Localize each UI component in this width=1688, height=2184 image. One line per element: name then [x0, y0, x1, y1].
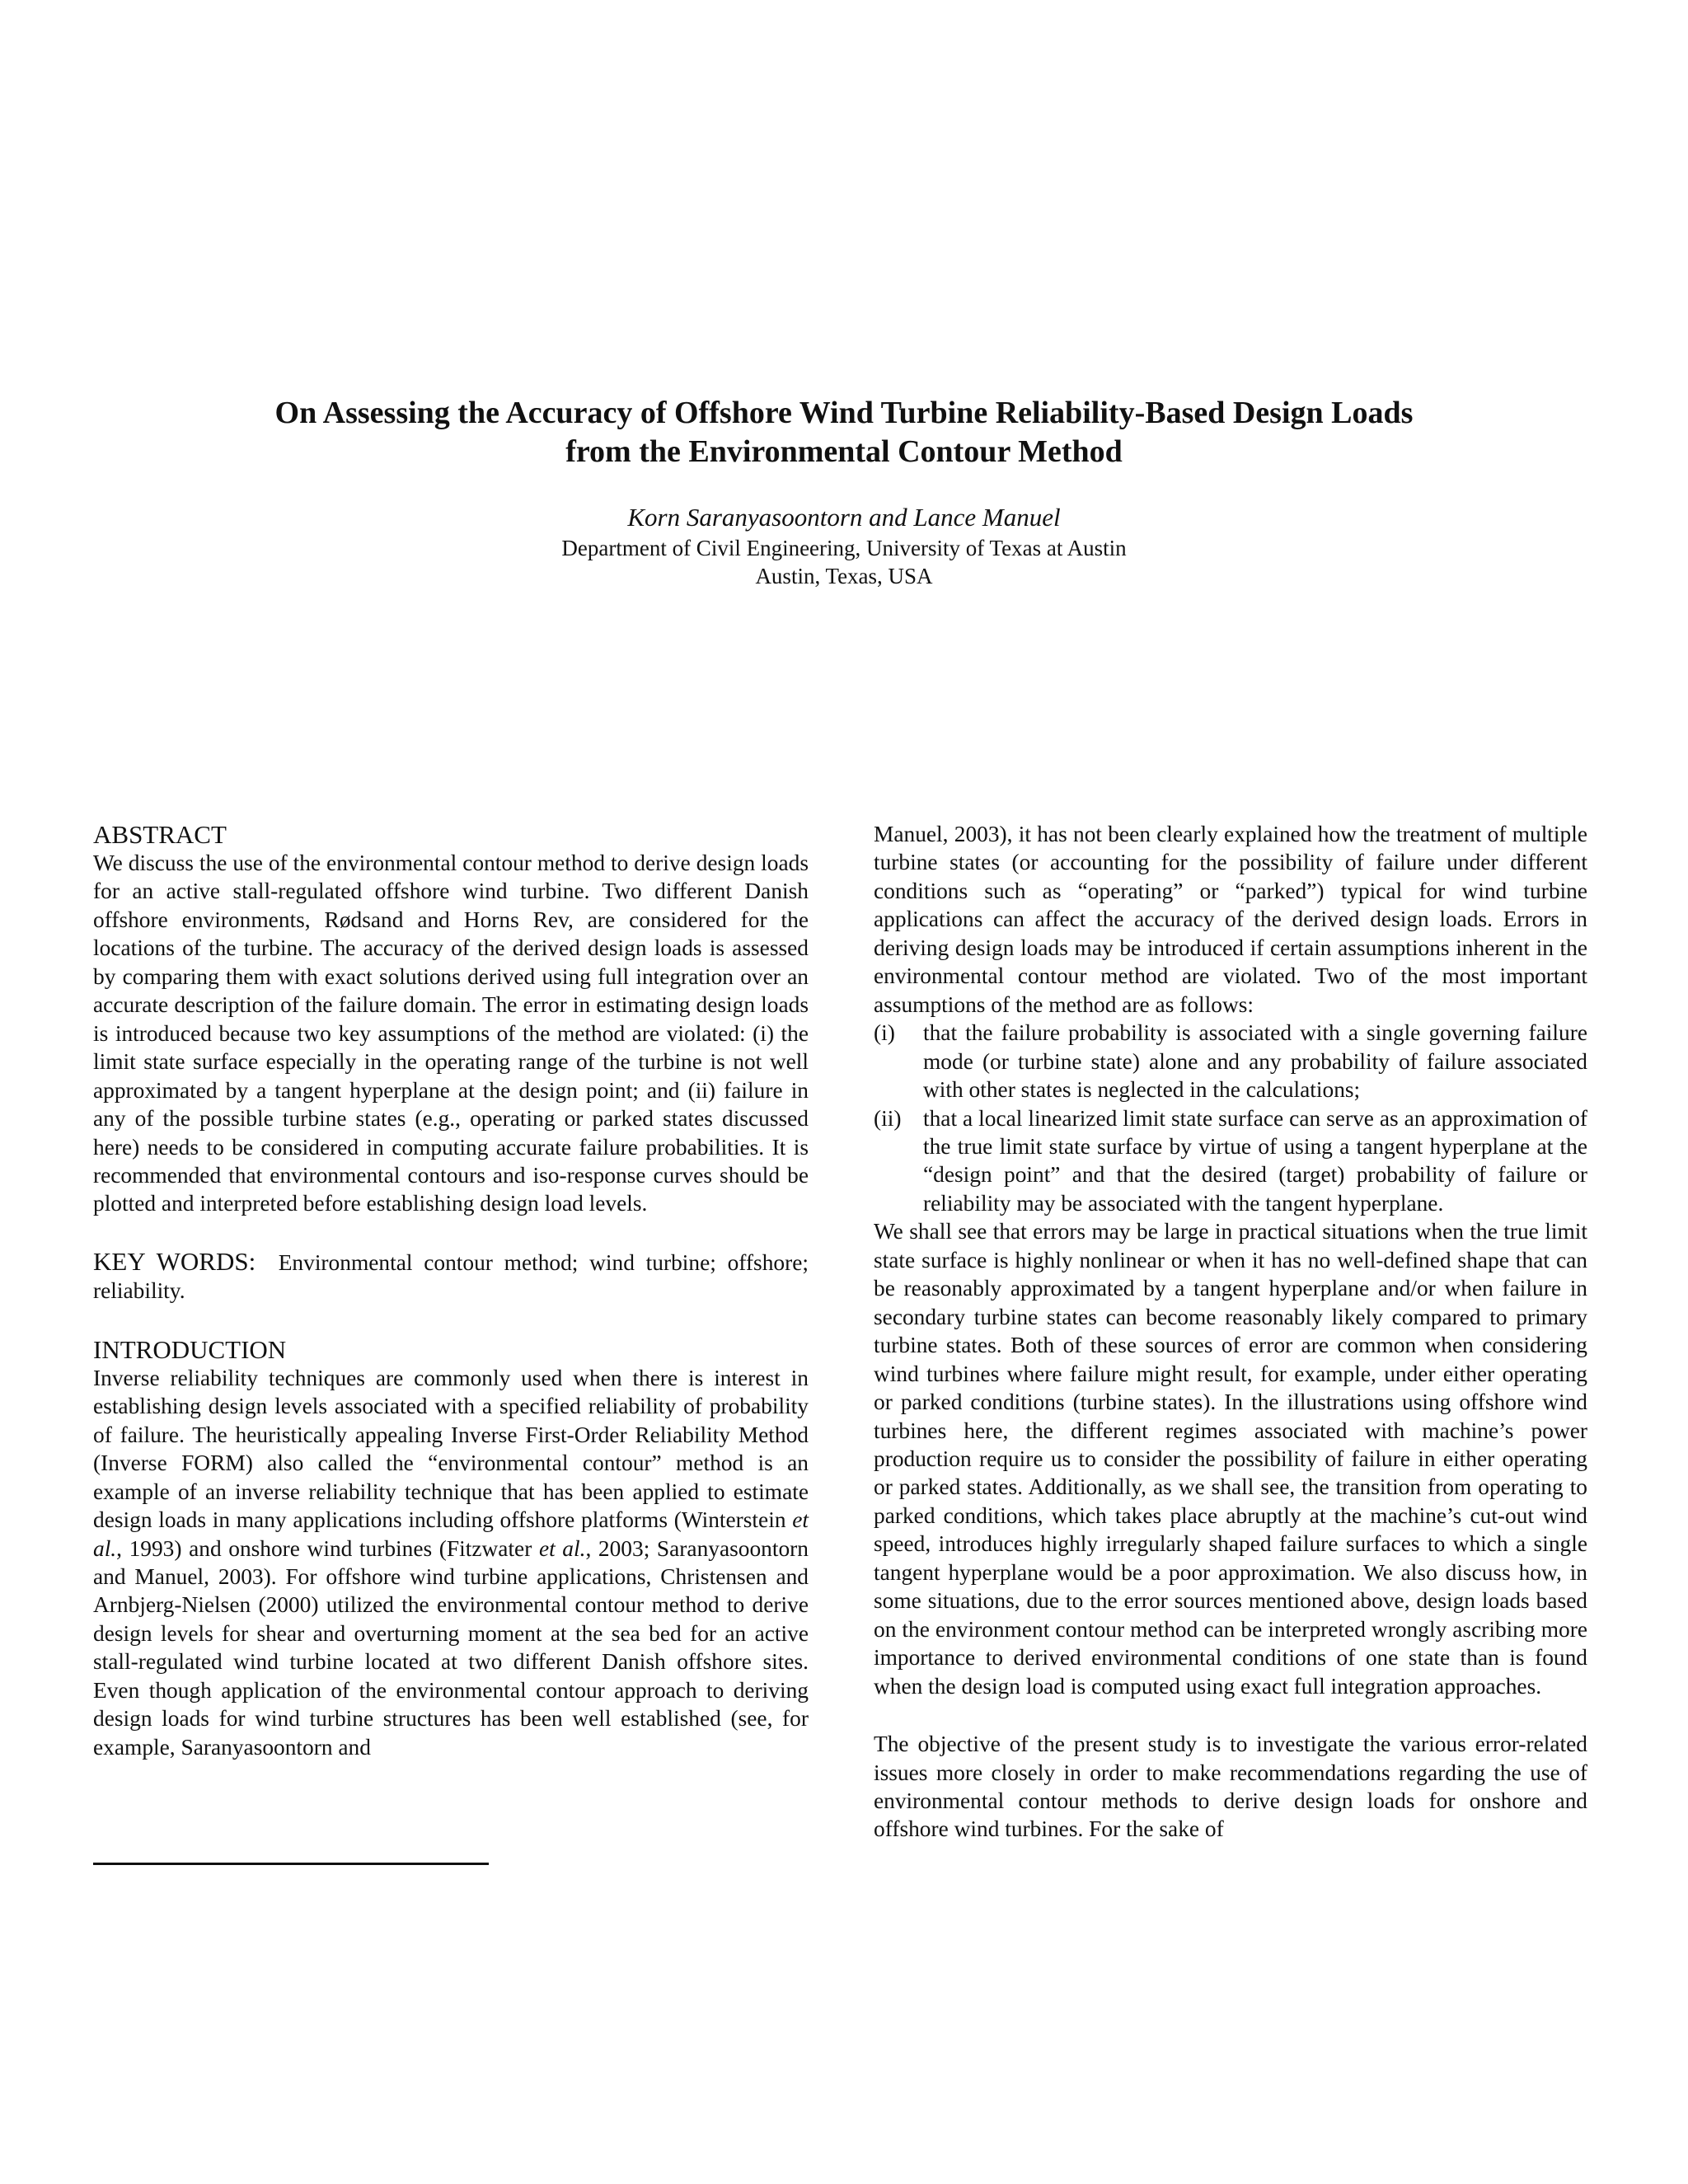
et-al-1: et al. — [93, 1507, 809, 1561]
introduction-paragraph-1-continued: Manuel, 2003), it has not been clearly explained how the treatment of multiple turbine states (or accounting for the possibility of failure under different conditions such as “operating” or “parked”) typical for wind turbine applications can affect the accuracy of the derived design loads. Errors in deriving design loads may be introduced if certain assumptions inherent in the environmental contour method are violated. Two of the most important assumptions of the method are as follows: — [874, 822, 1587, 1017]
intro-text-c: , 2003; Saranyasoontorn and Manuel, 2003). For offshore wind turbine applications, Christensen and Arnbjerg-Nielsen (2000) utilized the environmental contour method to derive design levels for shear and overturning moment at the sea bed for an active stall-regulated wind turbine located at two different Danish offshore sites. Even though application of the environmental contour approach to deriving design loads for wind turbine structures has been well established (see, for example, Saranyasoontorn and — [93, 1535, 809, 1760]
right-column — [874, 820, 1587, 1844]
author-names: Korn Saranyasoontorn and Lance Manuel — [627, 503, 1061, 532]
section-gap — [874, 1700, 1587, 1730]
introduction-paragraph-3: The objective of the present study is to investigate the various error-related issues more closely in order to make recommendations regarding the use of environmental contour methods to derive design loads for onshore and offshore wind turbines. For the sake of — [874, 1732, 1587, 1842]
list-item-text: that a local linearized limit state surface can serve as an approximation of the true limit state surface by virtue of using a tangent hyperplane at the “design point” and that the desired (target) probability of failure or reliability may be associated with the tangent hyperplane. — [923, 1105, 1587, 1216]
paper-title — [0, 394, 1688, 471]
introduction-heading: INTRODUCTION — [93, 1334, 287, 1364]
section-gap — [93, 1218, 809, 1248]
footnote-rule — [93, 1863, 489, 1865]
intro-text-b: , 1993) and onshore wind turbines (Fitzwater — [116, 1535, 539, 1561]
title-line-1: On Assessing the Accuracy of Offshore Wind Turbine Reliability-Based Design Loads — [274, 396, 1414, 430]
assumption-list-item — [874, 1019, 1587, 1104]
assumption-list-item — [874, 1104, 1587, 1218]
section-gap — [93, 1305, 809, 1335]
abstract-heading: ABSTRACT — [93, 820, 227, 849]
list-item-number: (i) — [874, 1020, 895, 1046]
left-column — [93, 820, 809, 1761]
keywords — [93, 1248, 809, 1305]
abstract-text: We discuss the use of the environmental contour method to derive design loads for an active stall-regulated offshore wind turbine. Two different Danish offshore environments, Rødsand and Horns Rev, are considered for the locations of the turbine. The accuracy of the derived design loads is assessed by comparing them with exact solutions derived using full integration over an accurate description of the failure domain. The error in estimating design loads is introduced because two key assumptions of the method are violated: (i) the limit state surface especially in the operating range of the turbine is not well approximated by a tangent hyperplane at the design point; and (ii) failure in any of the possible turbine states (e.g., operating or parked states discussed here) needs to be considered in computing accurate failure probabilities. It is recommended that environmental contours and iso-response curves should be plotted and interpreted before establishing design load levels. — [93, 851, 809, 1216]
introduction-paragraph-2: We shall see that errors may be large in practical situations when the true limit state surface is highly nonlinear or when it has no well-defined shape that can be reasonably approximated by a tangent hyperplane and/or when failure in secondary turbine states can become reasonably likely compared to primary turbine states. Both of these sources of error are common when considering wind turbines where failure might result, for example, under either operating or parked conditions (turbine states). In the illustrations using offshore wind turbines here, the different regimes associated with machine’s power production require us to consider the possibility of failure in either operating or parked states. Additionally, as we shall see, the transition from operating to parked conditions, which takes place abruptly at the machine’s cut-out wind speed, introduces highly irregularly shaped failure surfaces to which a single tangent hyperplane would be a poor approximation. We also discuss how, in some situations, due to the error sources mentioned above, design loads based on the environment contour method can be interpreted wrongly ascribing more importance to derived environmental conditions of one state than is found when the design load is computed using exact full integration approaches. — [874, 1219, 1587, 1699]
et-al-2: et al. — [538, 1535, 586, 1561]
keywords-text: Environmental contour method; wind turbine; offshore; reliability. — [93, 1249, 809, 1304]
intro-text-a: Inverse reliability techniques are commonly used when there is interest in establishing design levels associated with a specified reliability of probability of failure. The heuristically appealing Inverse First-Order Reliability Method (Inverse FORM) also called the “environmental contour” method is an example of an inverse reliability technique that has been applied to estimate design loads in many applications including offshore platforms (Winterstein — [93, 1365, 809, 1533]
list-item-text: that the failure probability is associated with a single governing failure mode (or turbine state) alone and any probability of failure associated with other states is neglected in the calculations; — [923, 1020, 1587, 1103]
affiliation — [0, 534, 1688, 590]
title-line-2: from the Environmental Contour Method — [565, 434, 1123, 469]
affiliation-line-1: Department of Civil Engineering, University of Texas at Austin — [561, 536, 1127, 560]
keywords-heading: KEY WORDS: — [93, 1246, 256, 1276]
list-item-number: (ii) — [874, 1105, 902, 1131]
affiliation-line-2: Austin, Texas, USA — [755, 564, 933, 588]
introduction-paragraph-1 — [93, 1364, 809, 1761]
